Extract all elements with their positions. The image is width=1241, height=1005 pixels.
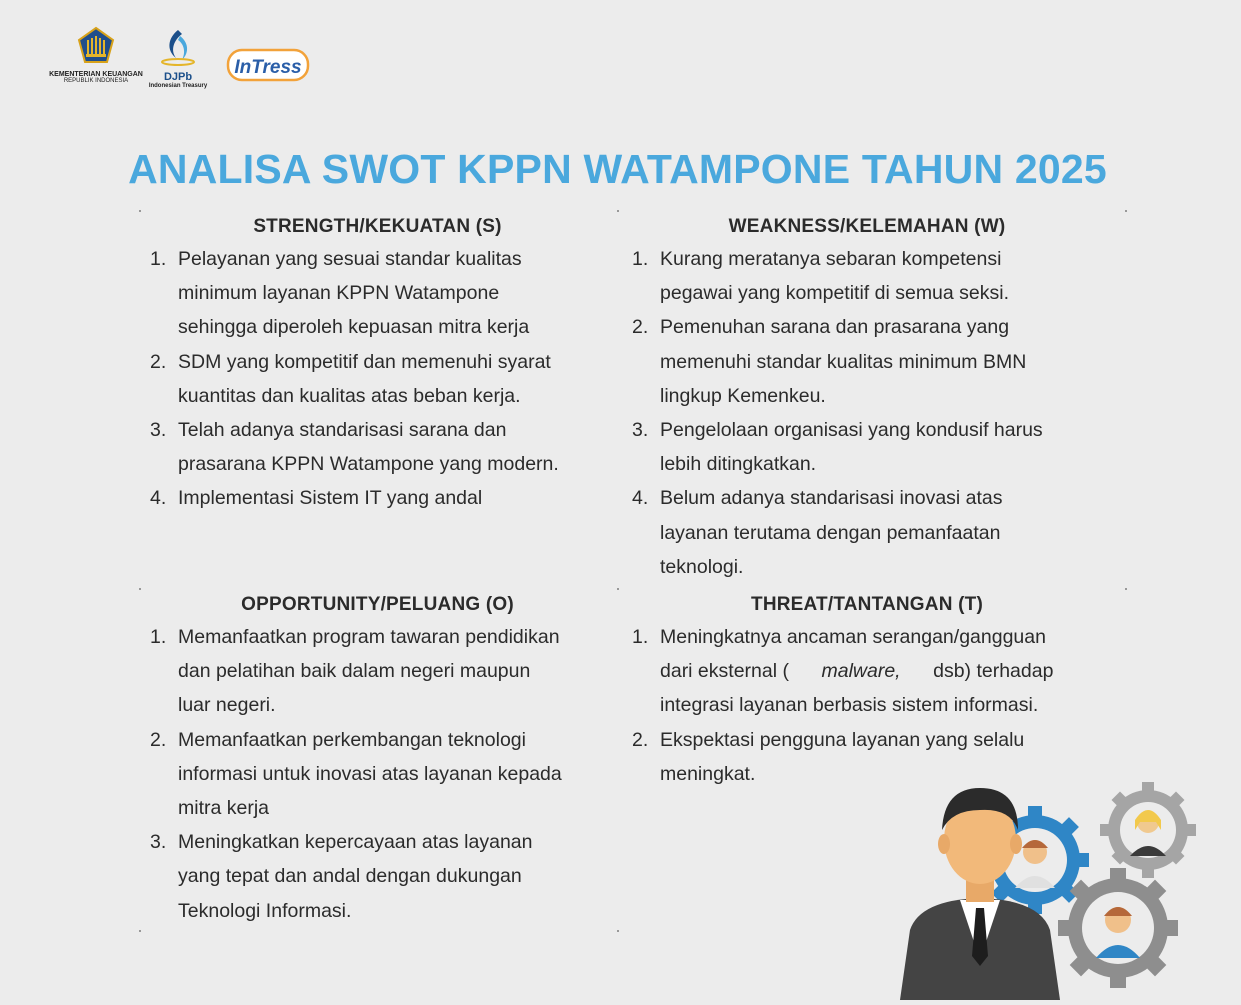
list-item bbox=[150, 242, 615, 345]
list-item bbox=[150, 413, 615, 481]
list-item-number: 1. bbox=[150, 248, 167, 270]
list-item bbox=[150, 620, 615, 723]
list-item bbox=[632, 310, 1102, 413]
strength-section bbox=[150, 216, 615, 516]
list-item-line: Teknologi Informasi. bbox=[178, 899, 352, 922]
list-item-line: sehingga diperoleh kepuasan mitra kerja bbox=[178, 316, 530, 339]
list-item-number: 1. bbox=[150, 626, 167, 648]
kemenkeu-label: KEMENTERIAN KEUANGAN bbox=[49, 71, 143, 78]
grid-dot bbox=[1125, 588, 1127, 590]
list-item-number: 3. bbox=[632, 419, 649, 442]
list-item-line: meningkat. bbox=[660, 762, 756, 785]
list-item-line: luar negeri. bbox=[178, 694, 276, 717]
intress-logo-icon bbox=[226, 46, 312, 86]
opportunity-list bbox=[150, 620, 615, 928]
list-item-line: informasi untuk inovasi atas layanan kepada bbox=[178, 762, 562, 785]
list-item-number: 3. bbox=[150, 419, 167, 442]
list-item-line: lebih ditingkatkan. bbox=[660, 453, 817, 476]
kemenkeu-logo bbox=[46, 26, 146, 84]
kemenkeu-emblem-icon bbox=[76, 26, 116, 66]
grid-dot bbox=[617, 588, 619, 590]
weakness-list bbox=[632, 242, 1102, 584]
list-item-line: Pengelolaan organisasi yang kondusif harus bbox=[660, 419, 1043, 442]
list-item bbox=[150, 345, 615, 413]
strength-list bbox=[150, 242, 615, 516]
list-item-line: teknologi. bbox=[660, 555, 744, 578]
intress-logo bbox=[226, 46, 312, 91]
opportunity-section bbox=[150, 594, 615, 928]
list-item-number: 2. bbox=[632, 316, 649, 339]
opportunity-heading: OPPORTUNITY/PELUANG (O) bbox=[241, 594, 514, 615]
list-item-number: 3. bbox=[150, 831, 167, 854]
kemenkeu-sublabel: REPUBLIK INDONESIA bbox=[63, 78, 129, 84]
list-item-line: Belum adanya standarisasi inovasi atas bbox=[660, 487, 1003, 510]
business-team-icon bbox=[880, 760, 1220, 1000]
list-item-number: 1. bbox=[632, 626, 649, 648]
list-item-line: dari eksternal ( malware, dsb) terhadap bbox=[660, 660, 1054, 683]
list-item-line: kuantitas dan kualitas atas beban kerja. bbox=[178, 384, 521, 407]
list-item-number: 1. bbox=[632, 248, 649, 270]
list-item-line: memenuhi standar kualitas minimum BMN bbox=[660, 350, 1027, 373]
list-item bbox=[632, 413, 1102, 481]
list-item-number: 2. bbox=[150, 728, 167, 751]
list-item-line: Ekspektasi pengguna layanan yang selalu bbox=[660, 728, 1025, 751]
strength-heading: STRENGTH/KEKUATAN (S) bbox=[253, 216, 502, 237]
list-item-line: dan pelatihan baik dalam negeri maupun bbox=[178, 660, 531, 683]
list-item-line: mitra kerja bbox=[178, 797, 270, 820]
list-item bbox=[150, 481, 615, 515]
list-item-line: yang tepat dan andal dengan dukungan bbox=[178, 865, 522, 888]
list-item bbox=[150, 723, 615, 826]
list-item bbox=[632, 620, 1102, 723]
list-item-line: Meningkatnya ancaman serangan/gangguan bbox=[660, 626, 1046, 648]
grid-dot bbox=[139, 210, 141, 212]
list-item-number: 4. bbox=[632, 487, 649, 510]
weakness-section bbox=[632, 216, 1102, 584]
list-item-number: 2. bbox=[632, 728, 649, 751]
list-item-line: Implementasi Sistem IT yang andal bbox=[178, 487, 483, 510]
list-item bbox=[632, 481, 1102, 584]
list-item-line: layanan terutama dengan pemanfaatan bbox=[660, 521, 1001, 544]
list-item-line: Memanfaatkan program tawaran pendidikan bbox=[178, 626, 560, 648]
grid-dot bbox=[617, 210, 619, 212]
grid-dot bbox=[1125, 210, 1127, 212]
list-item-line: lingkup Kemenkeu. bbox=[660, 384, 826, 407]
list-item-line: integrasi layanan berbasis sistem informasi. bbox=[660, 694, 1039, 717]
list-item bbox=[632, 242, 1102, 310]
list-item bbox=[150, 825, 615, 928]
list-item-number: 2. bbox=[150, 350, 167, 373]
grid-dot bbox=[139, 930, 141, 932]
list-item-line: Meningkatkan kepercayaan atas layanan bbox=[178, 831, 533, 854]
list-item-line: prasarana KPPN Watampone yang modern. bbox=[178, 453, 559, 476]
list-item-line: Kurang meratanya sebaran kompetensi bbox=[660, 248, 1002, 270]
list-item-number: 4. bbox=[150, 487, 167, 510]
grid-dot bbox=[617, 930, 619, 932]
svg-text:InTress: InTress bbox=[234, 57, 302, 78]
threat-heading: THREAT/TANTANGAN (T) bbox=[751, 594, 983, 615]
list-item-line: Telah adanya standarisasi sarana dan bbox=[178, 419, 507, 442]
list-item-line: Memanfaatkan perkembangan teknologi bbox=[178, 728, 526, 751]
list-item-line: pegawai yang kompetitif di semua seksi. bbox=[660, 282, 1010, 305]
list-item-line: Pelayanan yang sesuai standar kualitas bbox=[178, 248, 522, 270]
grid-dot bbox=[139, 588, 141, 590]
djpb-emblem-icon bbox=[158, 28, 198, 70]
page-title: ANALISA SWOT KPPN WATAMPONE TAHUN 2025 bbox=[128, 146, 1107, 192]
djpb-label: DJPb bbox=[163, 71, 193, 83]
list-item-line: Pemenuhan sarana dan prasarana yang bbox=[660, 316, 1010, 339]
weakness-heading: WEAKNESS/KELEMAHAN (W) bbox=[728, 216, 1006, 237]
business-team-illustration bbox=[880, 760, 1220, 1000]
djpb-sublabel: Indonesian Treasury bbox=[148, 83, 208, 89]
djpb-logo bbox=[146, 28, 210, 89]
list-item-line: minimum layanan KPPN Watampone bbox=[178, 282, 500, 305]
list-item-line: SDM yang kompetitif dan memenuhi syarat bbox=[178, 350, 551, 373]
